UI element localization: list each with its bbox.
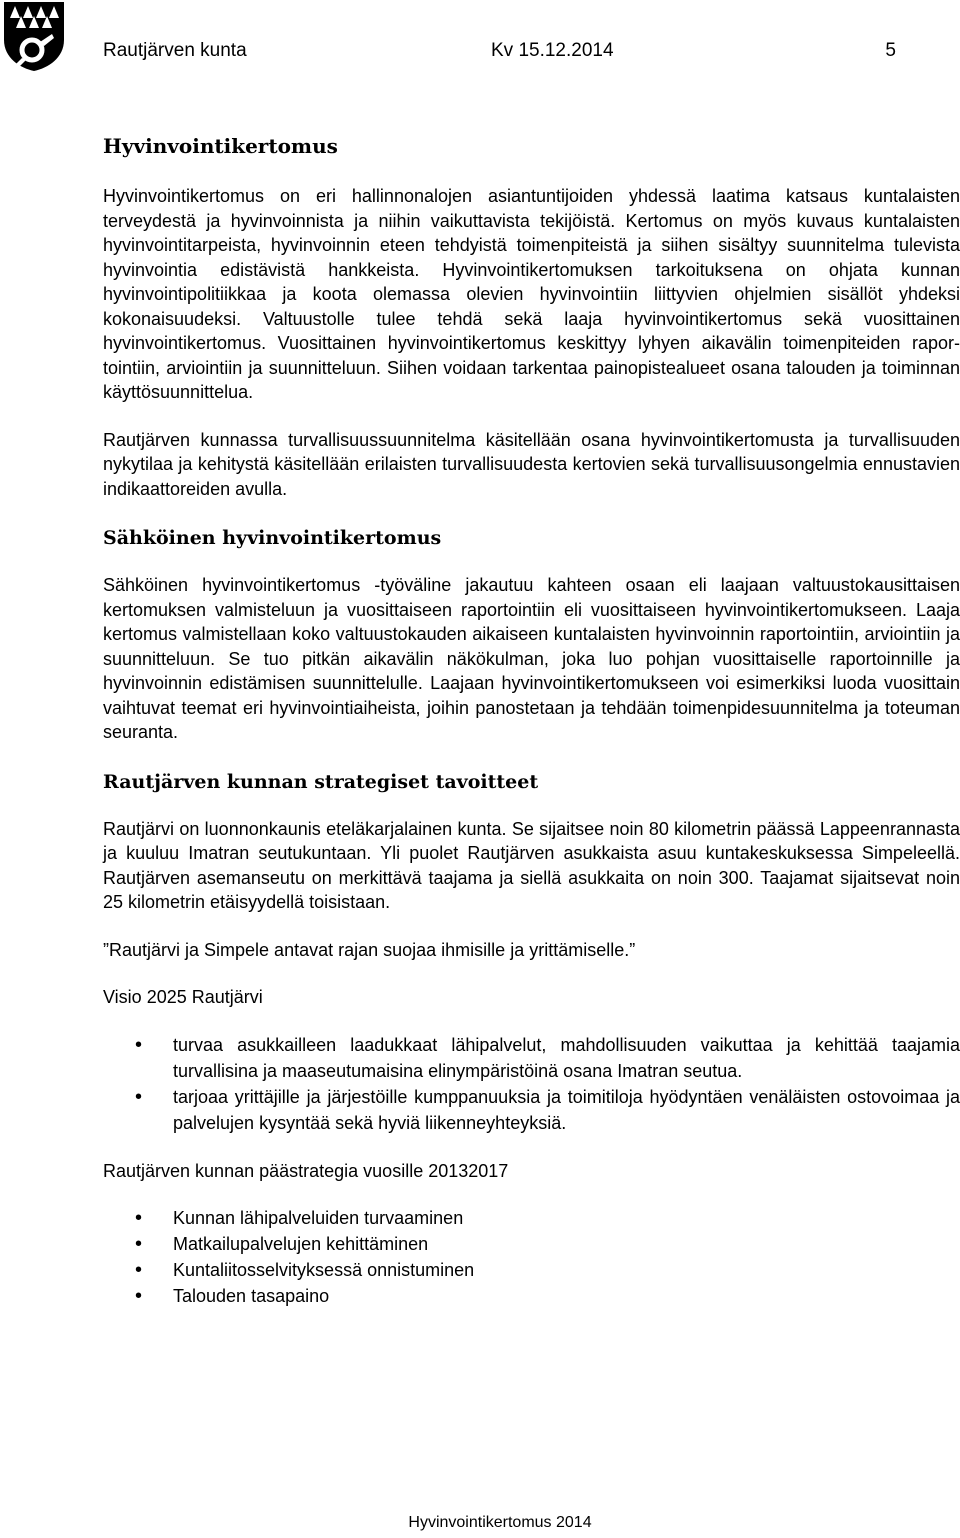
- section-title-strategia: Rautjärven kunnan strategiset tavoitteet: [103, 770, 539, 793]
- visio-label: Visio 2025 Rautjärvi: [103, 987, 263, 1007]
- header-organization: Rautjärven kunta: [103, 40, 247, 61]
- list-item: • Kuntaliitosselvityksessä onnistuminen: [103, 1257, 960, 1283]
- page-footer: Hyvinvointikertomus 2014: [408, 1514, 592, 1531]
- list-item: • Matkailupalvelujen kehittäminen: [103, 1231, 960, 1257]
- visio-list: [103, 1032, 960, 1136]
- coat-of-arms-logo: [2, 0, 66, 72]
- document-body: [103, 130, 960, 1309]
- page-header: [103, 40, 896, 68]
- paragraph-sahkoinen-1: Sähköinen hyvinvointikertomus -työväline jakautuu kahteen osaan eli laajaan valtuustokausittaisen kertomuksen valmisteluun ja vuosittaiseen raportointiin eli vuosittaiseen hyvinvointikertomukseen. Laaja kertomus valmistellaan koko valtuustokauden aikaiseen kuntalaisten hyvinvoinnin raportointiin, arviointiin ja suunnitteluun. Se tuo pitkän aikavälin näkökulman, joka luo pohjan vuosittaiselle raportoinnille ja hyvinvoinnin edistämisen suunnittelulle. Laajaan hyvinvointikertomukseen voi esimerkiksi luoda vuosittain vaihtuvat teemat eri hyvinvointiaiheista, joihin panostetaan ja tehdään toimenpidesuunnitelma ja toteuman seuranta.: [103, 575, 960, 742]
- paragraph-hyvinvointikertomus-1: Hyvinvointikertomus on eri hallinnonalojen asiantuntijoiden yhdessä laatima katsaus kuntalaisten terveydestä ja hyvinvoinnista ja niihin vaikuttavista tekijöistä. Kertomus on myös kuvaus kuntalaisten hyvinvointitarpeista, hyvinvoinnin eteen tehdyistä toimenpiteistä ja siihen sisältyy suunnitelma tulevista hyvinvointia edistävistä hankkeista. Hyvinvointikertomuksen tarkoituksena on ohjata kunnan hyvinvointipolitiikkaa ja koota olemassa olevien hyvinvointiin liittyvien ohjelmien sisällöt yhdeksi kokonaisuudeksi. Valtuustolle tulee tehdä sekä laaja hyvinvointikertomus sekä vuosittainen hyvinvointikertomus. Vuosittainen hyvinvointikertomus keskittyy lyhyen aikavälin toimenpiteiden raportointiin, arviointiin ja suunnitteluun. Siihen voidaan tarkentaa painopistealueet osana talouden ja toiminnan käyttösuunnittelua.: [103, 186, 960, 402]
- paastrategia-list: [103, 1205, 960, 1309]
- section-title-hyvinvointikertomus: Hyvinvointikertomus: [103, 134, 338, 158]
- header-page-number: 5: [885, 40, 896, 61]
- list-item: • Kunnan lähipalveluiden turvaaminen: [103, 1205, 960, 1231]
- quote: ”Rautjärvi ja Simpele antavat rajan suojaa ihmisille ja yrittämiselle.”: [103, 939, 636, 960]
- list-item: • tarjoaa yrittäjille ja järjestöille kumppanuuksia ja toimitiloja hyödyntäen venäläisten ostovoimaa ja palvelujen kysyntää sekä hyviä liikenneyhteyksiä.: [103, 1084, 960, 1136]
- section-title-sahkoinen: Sähköinen hyvinvointikertomus: [103, 527, 442, 549]
- paragraph-hyvinvointikertomus-2: Rautjärven kunnassa turvallisuussuunnitelma käsitellään osana hyvinvointikertomusta ja turvallisuuden nykytilaa ja kehitystä käsitellään erilaisten turvallisuudesta kertovien sekä turvallisuusongelmia ennustavien indikaattoreiden avulla.: [103, 429, 960, 499]
- paastrategia-label: Rautjärven kunnan päästrategia vuosille 20132017: [103, 1160, 509, 1181]
- list-item: • Talouden tasapaino: [103, 1283, 960, 1309]
- header-document-date: Kv 15.12.2014: [491, 40, 614, 61]
- paragraph-strategia-1: Rautjärvi on luonnonkaunis eteläkarjalainen kunta. Se sijaitsee noin 80 kilometrin päässä Lappeenrannasta ja kuuluu Imatran seutukuntaan. Yli puolet Rautjärven asukkaista asuu kuntakeskuksessa Simpeleellä. Rautjärven asemanseutu on merkittävä taajama ja siellä asukkaita on noin 300. Taajamat sijaitsevat noin 25 kilometrin etäisyydellä toisistaan.: [103, 818, 960, 912]
- list-item: • turvaa asukkailleen laadukkaat lähipalvelut, mahdollisuuden vaikuttaa ja kehittää taajamia turvallisina ja maaseutumaisina elinympäristöinä osana Imatran seutua.: [103, 1032, 960, 1084]
